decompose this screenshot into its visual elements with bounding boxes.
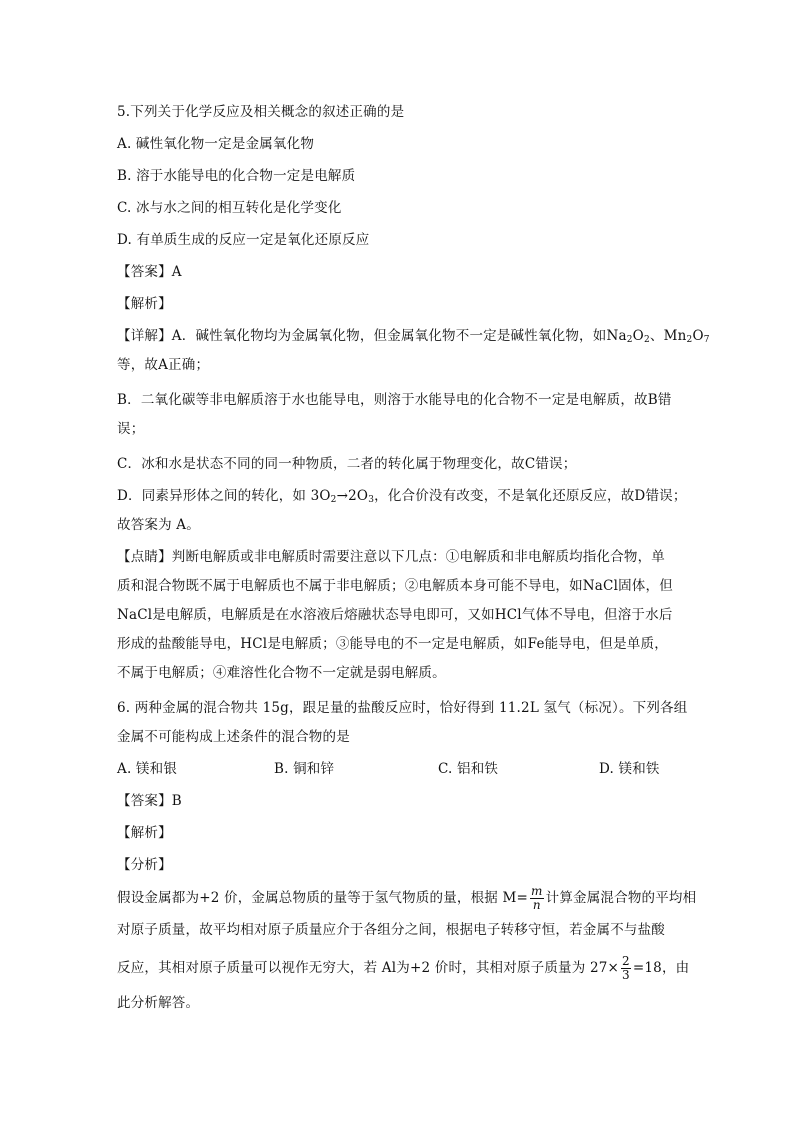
q6-analyze-line-3: 反应，其相对原子质量可以视作无穷大，若 Al为+2 价时，其相对原子质量为 27× $\frac{2}{3}$ =18，由 [117,954,690,982]
question-5-stem: 5.下列关于化学反应及相关概念的叙述正确的是 [117,104,405,120]
q6-analyze-line-2: 对原子质量，故平均相对原子质量应介于各组分之间，根据电子转移守恒，若金属不与盐酸 [117,922,665,938]
q5-detail-line-1: 【详解】A．碱性氧化物均为金属氧化物，但金属氧化物不一定是碱性氧化物，如$Na_2O_2$、$Mn_2O_7$ [117,328,710,345]
q6-option-a: A. 镁和银 [117,761,178,777]
q6-analysis-heading: 【解析】 [117,825,172,841]
q5-analysis-heading: 【解析】 [117,296,172,312]
q6-option-b: B. 铜和锌 [274,761,335,777]
q5-option-a: A. 碱性氧化物一定是金属氧化物 [117,136,315,152]
q6-option-c: C. 铝和铁 [438,761,499,777]
q6-analyze-heading: 【分析】 [117,857,172,873]
q5-detail-b-line-2: 误； [117,421,145,437]
q5-tip-line-3: NaCl是电解质，电解质是在水溶液后熔融状态导电即可，又如HCl气体不导电，但溶于水后 [117,607,673,623]
q6-analyze-line-4: 此分析解答。 [117,995,200,1011]
q5-option-b: B. 溶于水能导电的化合物一定是电解质 [117,168,356,184]
q5-detail-c: C．冰和水是状态不同的同一种物质，二者的转化属于物理变化，故C错误； [117,456,577,472]
q5-tip-line-4: 形成的盐酸能导电，HCl是电解质；③能导电的不一定是电解质，如Fe能导电，但是单质， [117,636,668,652]
q5-detail-d: D．同素异形体之间的转化，如 $3O_2\to 2O_3$，化合价没有改变，不是氧化还原反应，故D错误； [117,488,687,505]
q5-detail-line-2: 等，故A正确； [117,357,210,373]
question-6-stem-line-2: 金属不可能构成上述条件的混合物的是 [117,729,350,745]
q5-option-d: D. 有单质生成的反应一定是氧化还原反应 [117,232,370,248]
q5-conclusion: 故答案为 A。 [117,517,200,533]
q5-tip-line-1: 【点睛】判断电解质或非电解质时需要注意以下几点：①电解质和非电解质均指化合物，单 [117,549,665,565]
q5-option-c: C. 冰与水之间的相互转化是化学变化 [117,200,342,216]
q5-detail-b-line-1: B．二氧化碳等非电解质溶于水也能导电，则溶于水能导电的化合物不一定是电解质，故B错 [117,392,672,408]
two-thirds-fraction: $\frac{2}{3}$ [622,954,630,982]
q6-answer: 【答案】B [117,793,182,809]
m-over-n-fraction: $\frac{m}{n}$ [531,884,543,912]
question-6-stem-line-1: 6. 两种金属的混合物共 15g，跟足量的盐酸反应时，恰好得到 11.2L 氢气（标况）。下列各组 [117,700,688,716]
q6-analyze-line-1: 假设金属都为+2 价，金属总物质的量等于氢气物质的量，根据 M= $\frac{m}{n}$ 计算金属混合物的平均相 [117,884,697,912]
q5-tip-line-2: 质和混合物既不属于电解质也不属于非电解质；②电解质本身可能不导电，如NaCl固体，但 [117,578,673,594]
q6-option-d: D. 镁和铁 [599,761,660,777]
q5-tip-line-5: 不属于电解质；④难溶性化合物不一定就是弱电解质。 [117,665,446,681]
q5-answer: 【答案】A [117,264,182,280]
